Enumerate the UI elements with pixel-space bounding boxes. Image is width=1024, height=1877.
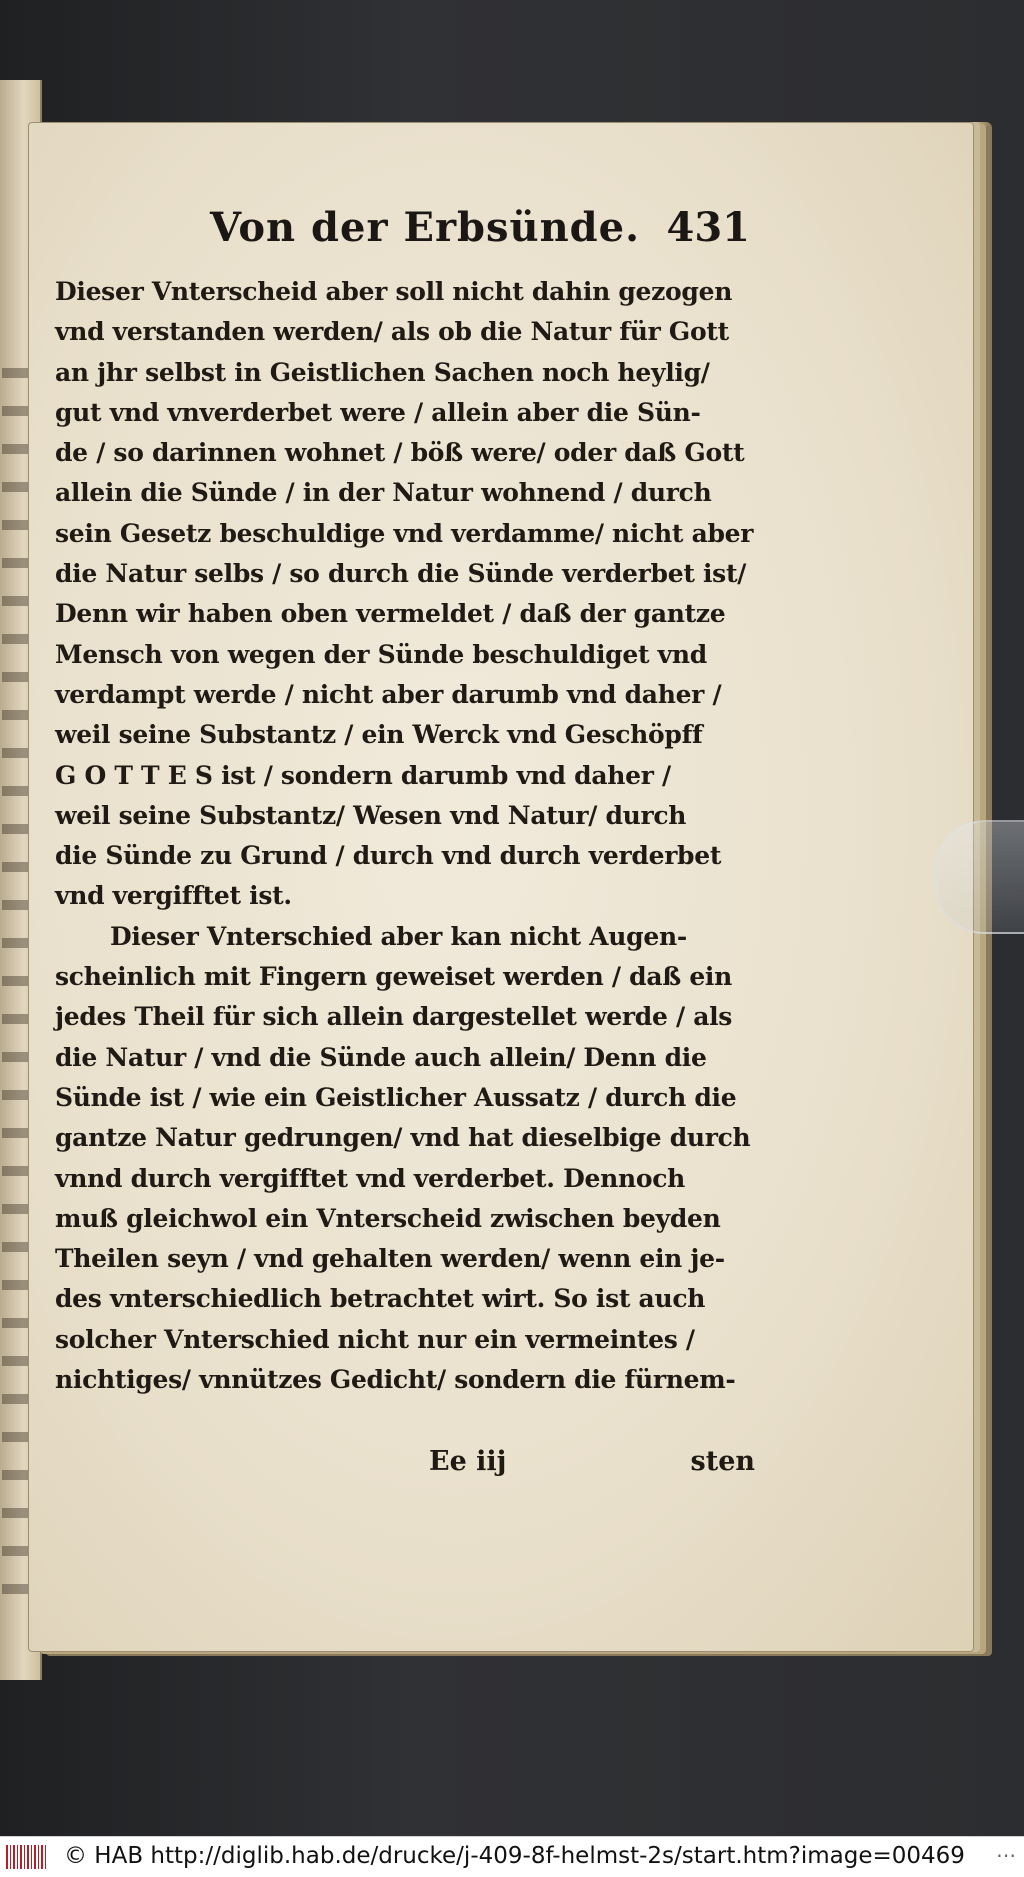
text-line: des vnterschiedlich betrachtet wirt. So ist auch <box>55 1284 706 1314</box>
text-line: vnd verstanden werden/ als ob die Natur für Gott <box>55 317 729 347</box>
text-line: gut vnd vnverderbet were / allein aber die Sün- <box>55 397 701 427</box>
page-number: 431 <box>666 204 750 251</box>
text-line: scheinlich mit Fingern geweiset werden / daß ein <box>55 962 733 992</box>
text-line: muß gleichwol ein Vnterscheid zwischen beyden <box>55 1203 721 1233</box>
text-line: gantze Natur gedrungen/ vnd hat dieselbige durch <box>55 1123 751 1153</box>
running-head: Von der Erbsünde. <box>210 204 641 251</box>
text-line: die Natur selbs / so durch die Sünde verderbet ist/ <box>55 559 747 589</box>
text-line: solcher Vnterschied nicht nur ein vermeintes / <box>55 1324 695 1354</box>
page-clip <box>935 820 1024 934</box>
text-line: nichtiges/ vnnützes Gedicht/ sondern die fürnem- <box>55 1365 736 1395</box>
text-line: weil seine Substantz/ Wesen vnd Natur/ durch <box>55 800 687 830</box>
footer-bar <box>0 1836 1024 1877</box>
text-line: vnd vergifftet ist. <box>55 881 292 911</box>
signature-mark: Ee iij <box>429 1446 507 1477</box>
text-line: Mensch von wegen der Sünde beschuldiget vnd <box>55 639 707 669</box>
body-text <box>55 272 755 1400</box>
hab-barcode-logo-icon <box>6 1845 46 1869</box>
text-line: die Sünde zu Grund / durch vnd durch verderbet <box>55 841 722 871</box>
text-line: weil seine Substantz / ein Werck vnd Geschöpff <box>55 720 703 750</box>
text-line: jedes Theil für sich allein dargestellet werde / als <box>55 1002 733 1032</box>
text-line: verdampt werde / nicht aber darumb vnd daher / <box>55 679 722 709</box>
text-line: sein Gesetz beschuldige vnd verdamme/ nicht aber <box>55 518 754 548</box>
page-header <box>210 204 750 264</box>
text-line: vnnd durch vergifftet vnd verderbet. Dennoch <box>55 1163 685 1193</box>
paragraph-start-line: Dieser Vnterschied aber kan nicht Augen- <box>110 921 687 951</box>
ellipsis-icon: ⋯ <box>996 1843 1016 1867</box>
text-line: Sünde ist / wie ein Geistlicher Aussatz / durch die <box>55 1082 737 1112</box>
text-line: G O T T E S ist / sondern darumb vnd daher / <box>55 760 671 790</box>
text-line: Denn wir haben oben vermeldet / daß der gantze <box>55 599 726 629</box>
text-line: de / so darinnen wohnet / böß were/ oder daß Gott <box>55 438 745 468</box>
text-line: Dieser Vnterscheid aber soll nicht dahin gezogen <box>55 277 733 306</box>
page-footer-marks <box>55 1446 755 1486</box>
text-line: an jhr selbst in Geistlichen Sachen noch heylig/ <box>55 357 710 387</box>
catchword: sten <box>690 1446 755 1477</box>
source-credit: © HAB http://diglib.hab.de/drucke/j-409-8f-helmst-2s/start.htm?image=00469 <box>64 1843 965 1869</box>
text-line: die Natur / vnd die Sünde auch allein/ Denn die <box>55 1042 707 1072</box>
text-line: allein die Sünde / in der Natur wohnend / durch <box>55 478 712 508</box>
text-line: Theilen seyn / vnd gehalten werden/ wenn ein je- <box>55 1244 725 1274</box>
